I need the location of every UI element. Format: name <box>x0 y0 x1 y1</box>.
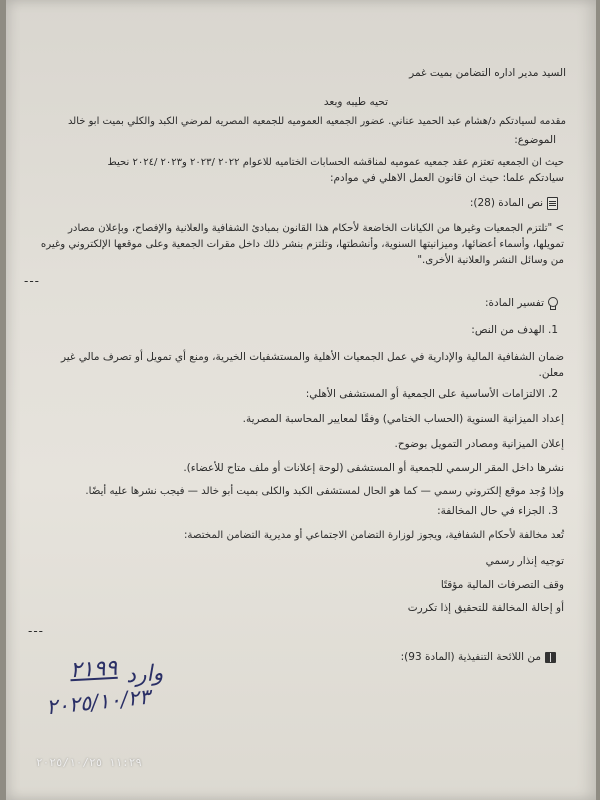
handwritten-received-word: وارد <box>125 660 164 689</box>
section-1-title: 1. الهدف من النص: <box>471 324 558 336</box>
addressee: السيد مدير اداره التضامن بميت غمر <box>409 67 566 79</box>
intro-line: مقدمه لسيادتكم د/هشام عبد الحميد عناني. عضور الجمعيه العموميه للجمعيه المصريه لمرضي الكبد والكلي بميت ابو خالد <box>67 116 566 127</box>
body-line-1: حيث ان الجمعيه تعتزم عقد جمعيه عموميه لمناقشه الحسابات الختاميه للاعوام ٢٠٢٢ /٢٠٢٣ و٢٠٢٣ /٢٠٢٤ نحيط <box>107 157 564 168</box>
greeting: تحيه طيبه وبعد <box>323 96 388 108</box>
document-icon <box>547 197 558 210</box>
article-28-quote: > "تلتزم الجمعيات وغيرها من الكيانات الخاضعة لأحكام هذا القانون بمبادئ الشفافية والعلانية والإفصاح، وبإعلان مصادر تمويلها، وأسماء أعضائها، وميزانيتها السنوية، وأنشطتها، وتلتزم بنشر ذلك داخل مقرات الجمعية وعلى موقعها الإلكتروني وغيره من وسائل النشر والعلانية الأخرى." <box>40 223 564 266</box>
section-2-title: 2. الالتزامات الأساسية على الجمعية أو المستشفى الأهلي: <box>305 388 558 400</box>
interpretation-heading <box>485 296 558 310</box>
section-3-text: تُعد مخالفة لأحكام الشفافية، ويجوز لوزارة التضامن الاجتماعي أو مديرية التضامن المختصة: <box>184 530 564 541</box>
article-28-heading <box>470 196 558 210</box>
section-2-item-1: إعداد الميزانية السنوية (الحساب الختامي) وفقًا لمعايير المحاسبة المصرية. <box>242 413 564 425</box>
section-3-item-3: أو إحالة المخالفة للتحقيق إذا تكررت <box>407 602 564 614</box>
section-2-item-4: وإذا وُجد موقع إلكتروني رسمي — كما هو الحال لمستشفى الكبد والكلى بميت أبو خالد — فيجب نشرها عليه أيضًا. <box>85 486 564 497</box>
book-icon <box>545 652 556 663</box>
regulation-heading-text: من اللائحة التنفيذية (المادة 93): <box>400 651 541 663</box>
article-28-heading-text: نص المادة (28): <box>469 197 543 209</box>
separator-1: --- <box>24 274 40 288</box>
regulation-heading <box>401 650 556 664</box>
section-3-title: 3. الجزاء في حال المخالفة: <box>437 505 558 517</box>
interpretation-heading-text: تفسير المادة: <box>484 297 544 309</box>
section-3-item-1: توجيه إنذار رسمي <box>485 555 564 567</box>
section-2-item-2: إعلان الميزانية ومصادر التمويل بوضوح. <box>394 438 564 450</box>
subject-label: الموضوع: <box>514 134 556 146</box>
body-line-2: سيادتكم علما: حيث ان قانون العمل الاهلي في موادم: <box>330 172 564 184</box>
document-page <box>6 0 596 800</box>
separator-2: --- <box>28 624 44 638</box>
handwritten-received-number: ٢١٩٩ <box>69 655 118 684</box>
section-1-text: ضمان الشفافية المالية والإدارية في عمل الجمعيات الأهلية والمستشفيات الخيرية، ومنع أي تمويل أو تصرف مالي غير معلن. <box>60 351 564 379</box>
camera-timestamp: ١١:٢٩ ٢٠٢٥/١٠/٢٥ <box>36 756 142 769</box>
section-3-item-2: وقف التصرفات المالية مؤقتًا <box>440 579 564 591</box>
lightbulb-icon <box>548 297 558 307</box>
section-2-item-3: نشرها داخل المقر الرسمي للجمعية أو المستشفى (لوحة إعلانات أو ملف متاح للأعضاء). <box>183 462 564 474</box>
handwritten-received-date: ٢٠٢٥/١٠/٢٣ <box>45 684 152 720</box>
